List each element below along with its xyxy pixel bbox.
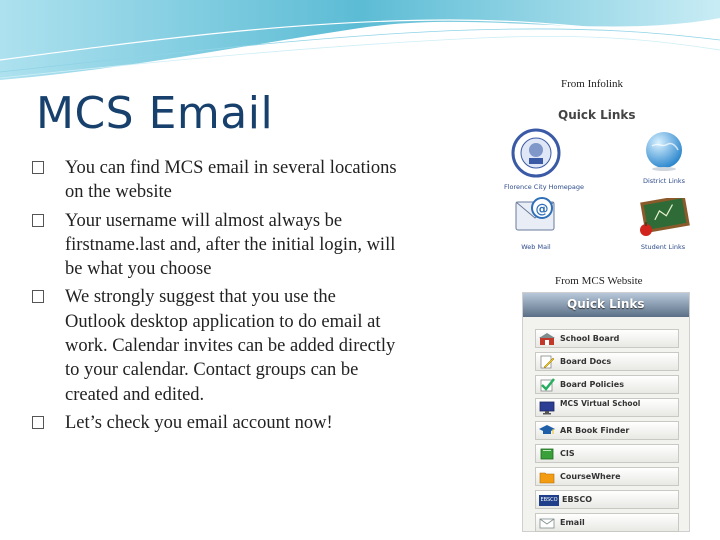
bullet-box-icon bbox=[32, 161, 44, 174]
tile-label: District Links bbox=[642, 177, 686, 185]
link-ebsco[interactable] bbox=[535, 490, 679, 509]
link-cis[interactable] bbox=[535, 444, 679, 463]
bullet-list bbox=[30, 156, 400, 439]
slide-title: MCS Email bbox=[36, 88, 274, 139]
link-label: Board Docs bbox=[560, 357, 612, 366]
folder-icon bbox=[539, 470, 555, 484]
mcs-website-caption: From MCS Website bbox=[555, 275, 643, 287]
link-coursewhere[interactable] bbox=[535, 467, 679, 486]
infolink-caption: From Infolink bbox=[561, 78, 624, 90]
bullet-text: Let’s check you email account now! bbox=[65, 412, 333, 433]
link-label: EBSCO bbox=[562, 495, 592, 504]
bullet-item bbox=[30, 285, 400, 406]
bullet-text: Your username will almost always be firstname.last and, after the initial login, will be what you choose bbox=[65, 210, 396, 280]
link-school-board[interactable] bbox=[535, 329, 679, 348]
link-label: CourseWhere bbox=[560, 472, 621, 481]
bullet-item bbox=[30, 209, 400, 282]
bullet-item bbox=[30, 411, 400, 435]
link-label: School Board bbox=[560, 334, 620, 343]
bullet-item bbox=[30, 156, 400, 205]
link-ar-book-finder[interactable] bbox=[535, 421, 679, 440]
bullet-box-icon bbox=[32, 416, 44, 429]
mcs-quick-links-heading: Quick Links bbox=[567, 297, 645, 311]
bullet-text: You can find MCS email in several locations on the website bbox=[65, 158, 397, 203]
tile-city-homepage[interactable] bbox=[504, 128, 585, 191]
infolink-heading: Quick Links bbox=[558, 108, 636, 122]
link-label: CIS bbox=[560, 449, 575, 458]
mcs-website-quick-links-panel bbox=[522, 292, 690, 532]
book-icon bbox=[539, 447, 555, 461]
link-board-docs[interactable] bbox=[535, 352, 679, 371]
link-label: Email bbox=[560, 518, 585, 527]
link-label: AR Book Finder bbox=[560, 426, 630, 435]
city-seal-icon bbox=[511, 128, 561, 178]
tile-student-links[interactable] bbox=[630, 198, 696, 251]
graduation-cap-icon bbox=[539, 424, 555, 438]
tile-label: Web Mail bbox=[521, 243, 551, 251]
decorative-wave-banner bbox=[0, 0, 720, 90]
tile-web-mail[interactable] bbox=[504, 194, 568, 251]
globe-icon bbox=[642, 128, 686, 172]
bullet-text: We strongly suggest that you use the Outlook desktop application to do email at work. Calendar invites can be added directly to your calendar. Contact groups can be created and edited. bbox=[65, 287, 396, 405]
bullet-box-icon bbox=[32, 290, 44, 303]
bullet-box-icon bbox=[32, 214, 44, 227]
mcs-quick-links-header bbox=[523, 293, 689, 317]
link-board-policies[interactable] bbox=[535, 375, 679, 394]
infolink-quick-links-panel bbox=[500, 102, 700, 262]
tile-label: Student Links bbox=[640, 243, 686, 251]
link-label: MCS Virtual School bbox=[560, 399, 641, 408]
pencil-paper-icon bbox=[539, 355, 555, 369]
email-at-icon bbox=[512, 194, 560, 238]
tile-district-links[interactable] bbox=[632, 128, 696, 185]
school-building-icon bbox=[539, 332, 555, 346]
monitor-icon bbox=[539, 401, 555, 415]
envelope-icon bbox=[539, 516, 555, 530]
link-email[interactable] bbox=[535, 513, 679, 532]
link-mcs-virtual-school[interactable] bbox=[535, 398, 679, 417]
svg-text:@: @ bbox=[535, 202, 549, 217]
checkmark-icon bbox=[539, 378, 555, 392]
ebsco-logo-icon: EBSCO bbox=[539, 495, 559, 506]
chalkboard-icon bbox=[636, 198, 690, 238]
link-label: Board Policies bbox=[560, 380, 624, 389]
tile-label: Florence City Homepage bbox=[504, 183, 585, 191]
